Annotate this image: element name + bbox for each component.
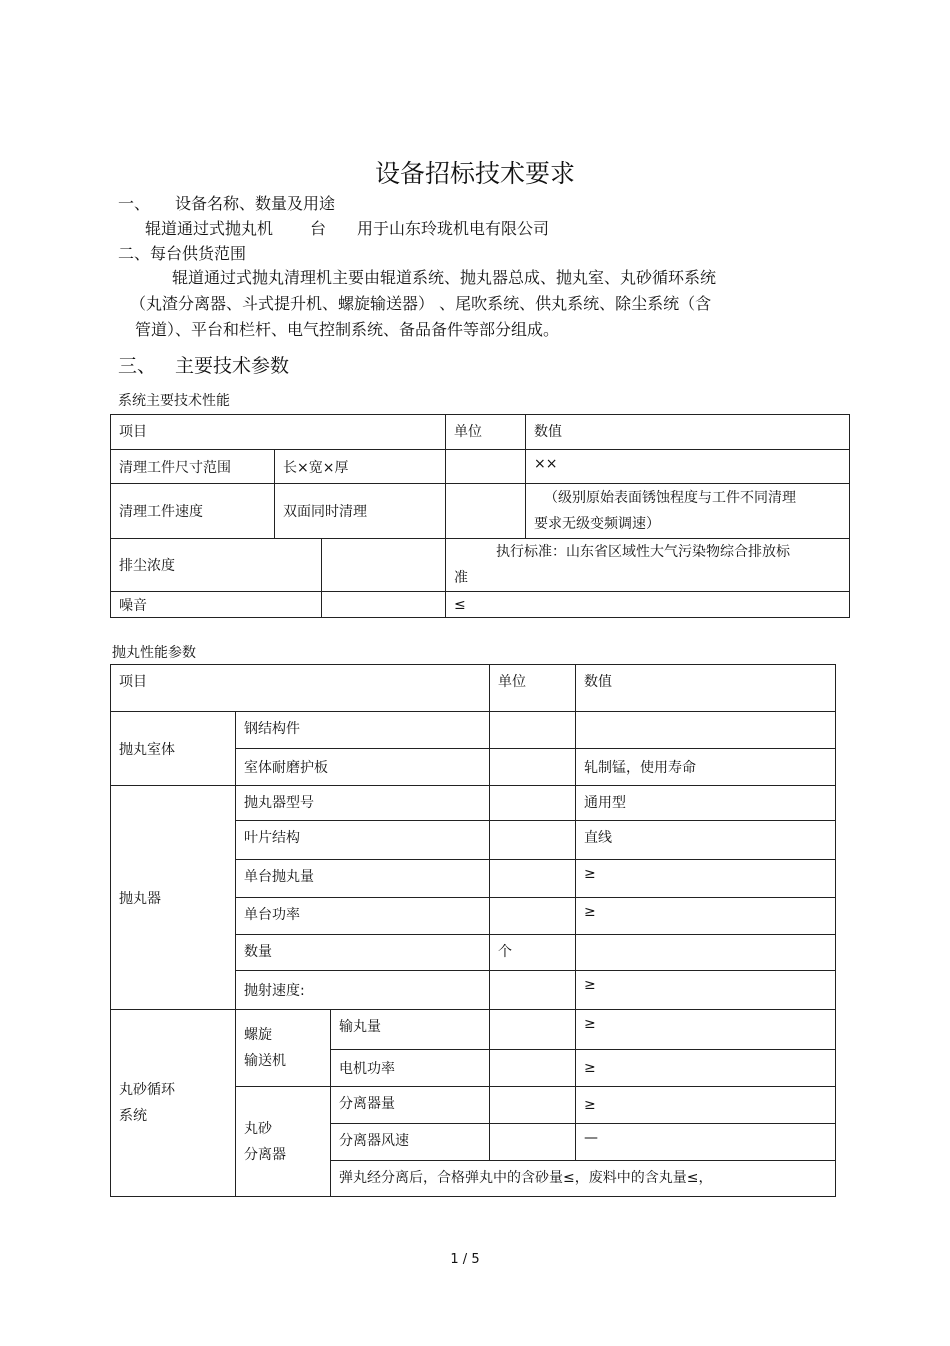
t2-room-b-unit [490,749,576,786]
scope-line-3: 管道）、平台和栏杆、电气控制系统、备品备件等部分组成。 [135,320,560,339]
t2-screw-power-unit [490,1050,576,1087]
t2-sep-qty: 分离器量 [331,1087,490,1124]
t2-screw-label-2: 输送机 [244,1053,286,1069]
t2-screw-flow: 输丸量 [331,1010,490,1050]
t1-r4-unit [322,592,446,618]
blasting-performance-table [110,664,836,1197]
section1-number: 一、 [118,194,151,213]
t1-r2-sub: 双面同时清理 [275,484,446,539]
section1-heading: 设备名称、数量及用途 [175,194,336,213]
t1-r3-value-line2: 准 [454,570,468,586]
t2-room-b: 室体耐磨护板 [236,749,490,786]
t2-sep-wind-unit [490,1124,576,1161]
scope-line-2: （丸渣分离器、斗式提升机、螺旋输送器） 、尾吹系统、供丸系统、除尘系统（含 [130,294,712,313]
t1-r1-sub: 长×宽×厚 [275,450,446,484]
t2-blaster-speed-unit [490,971,576,1010]
t2-blaster-model: 抛丸器型号 [236,786,490,821]
t2-screw-power-value: ≥ [576,1050,836,1087]
t2-blaster-label: 抛丸器 [111,786,236,1010]
page-number: 1 / 5 [450,1252,480,1267]
t1-r2-item: 清理工件速度 [111,484,275,539]
table2-caption: 抛丸性能参数 [112,645,196,661]
t2-circ-label-2: 系统 [119,1108,147,1124]
equipment-use: 用于山东玲珑机电有限公司 [357,219,550,238]
t2-blaster-power-unit [490,898,576,935]
t2-header-value: 数值 [576,665,836,712]
t1-header-value: 数值 [526,415,850,450]
t1-r2-value-line1: （级别原始表面锈蚀程度与工件不同清理 [544,490,796,506]
t1-r3-value-line1: 执行标准：山东省区域性大气污染物综合排放标 [496,544,790,560]
t2-blaster-speed: 抛射速度: [236,971,490,1010]
t2-blaster-qty: 数量 [236,935,490,971]
t2-room-label: 抛丸室体 [111,712,236,786]
t2-sep-label-1: 丸砂 [244,1120,272,1137]
t2-blaster-blade: 叶片结构 [236,821,490,860]
t1-r1-value: ×× [526,450,850,484]
section2-heading: 二、每台供货范围 [118,244,247,263]
t2-blaster-model-unit [490,786,576,821]
t2-header-item: 项目 [111,665,490,712]
t1-header-unit: 单位 [446,415,526,450]
section3-number: 三、 [118,355,157,377]
t1-r3-item: 排尘浓度 [111,539,322,592]
t2-circ-label [111,1010,236,1197]
page-title: 设备招标技术要求 [374,159,575,188]
table1-caption: 系统主要技术性能 [118,393,230,409]
t2-sep-qty-value: ≥ [576,1087,836,1124]
t2-screw-flow-unit [490,1010,576,1050]
section3-heading: 主要技术参数 [175,355,290,377]
t2-screw-flow-value: ≥ [576,1010,836,1050]
t2-header-unit: 单位 [490,665,576,712]
t2-room-a-value [576,712,836,749]
t1-r2-value-line2: 要求无级变频调速） [534,516,660,532]
t2-blaster-model-value: 通用型 [576,786,836,821]
t2-blaster-power-value: ≥ [576,898,836,935]
t2-room-a-unit [490,712,576,749]
t2-blaster-flow: 单台抛丸量 [236,860,490,898]
t1-r3-unit [322,539,446,592]
system-performance-table [110,414,850,618]
t2-blaster-flow-unit [490,860,576,898]
t2-room-a: 钢结构件 [236,712,490,749]
t1-r1-unit [446,450,526,484]
equipment-name: 辊道通过式抛丸机 [145,219,274,238]
t2-screw-power: 电机功率 [331,1050,490,1087]
t2-room-b-value: 轧制锰，使用寿命 [576,749,836,786]
t2-sep-wind-value: — [576,1124,836,1161]
t2-sep-label-2: 分离器 [244,1146,286,1163]
t2-blaster-qty-value [576,935,836,971]
t2-blaster-blade-value: 直线 [576,821,836,860]
t2-blaster-qty-unit: 个 [490,935,576,971]
t2-sep-qty-unit [490,1087,576,1124]
t1-header-item: 项目 [111,415,446,450]
t2-blaster-flow-value: ≥ [576,860,836,898]
t2-circ-label-1: 丸砂循环 [119,1082,175,1098]
t2-sep-wind: 分离器风速 [331,1124,490,1161]
t1-r4-item: 噪音 [111,592,322,618]
equipment-unit: 台 [310,219,327,238]
scope-line-1: 辊道通过式抛丸清理机主要由辊道系统、抛丸器总成、抛丸室、丸砂循环系统 [172,268,717,287]
t2-sep-label [236,1087,331,1197]
t2-blaster-speed-value: ≥ [576,971,836,1010]
t1-r1-item: 清理工件尺寸范围 [111,450,275,484]
t1-r3-value [446,539,850,592]
t2-screw-label-1: 螺旋 [244,1027,272,1043]
t1-r2-unit [446,484,526,539]
t2-blaster-blade-unit [490,821,576,860]
t1-r4-value: ≤ [446,592,850,618]
t1-r2-value [526,484,850,539]
t2-screw-label [236,1010,331,1087]
t2-sep-note: 弹丸经分离后，合格弹丸中的含砂量≤，废料中的含丸量≤， [331,1161,836,1197]
t2-blaster-power: 单台功率 [236,898,490,935]
